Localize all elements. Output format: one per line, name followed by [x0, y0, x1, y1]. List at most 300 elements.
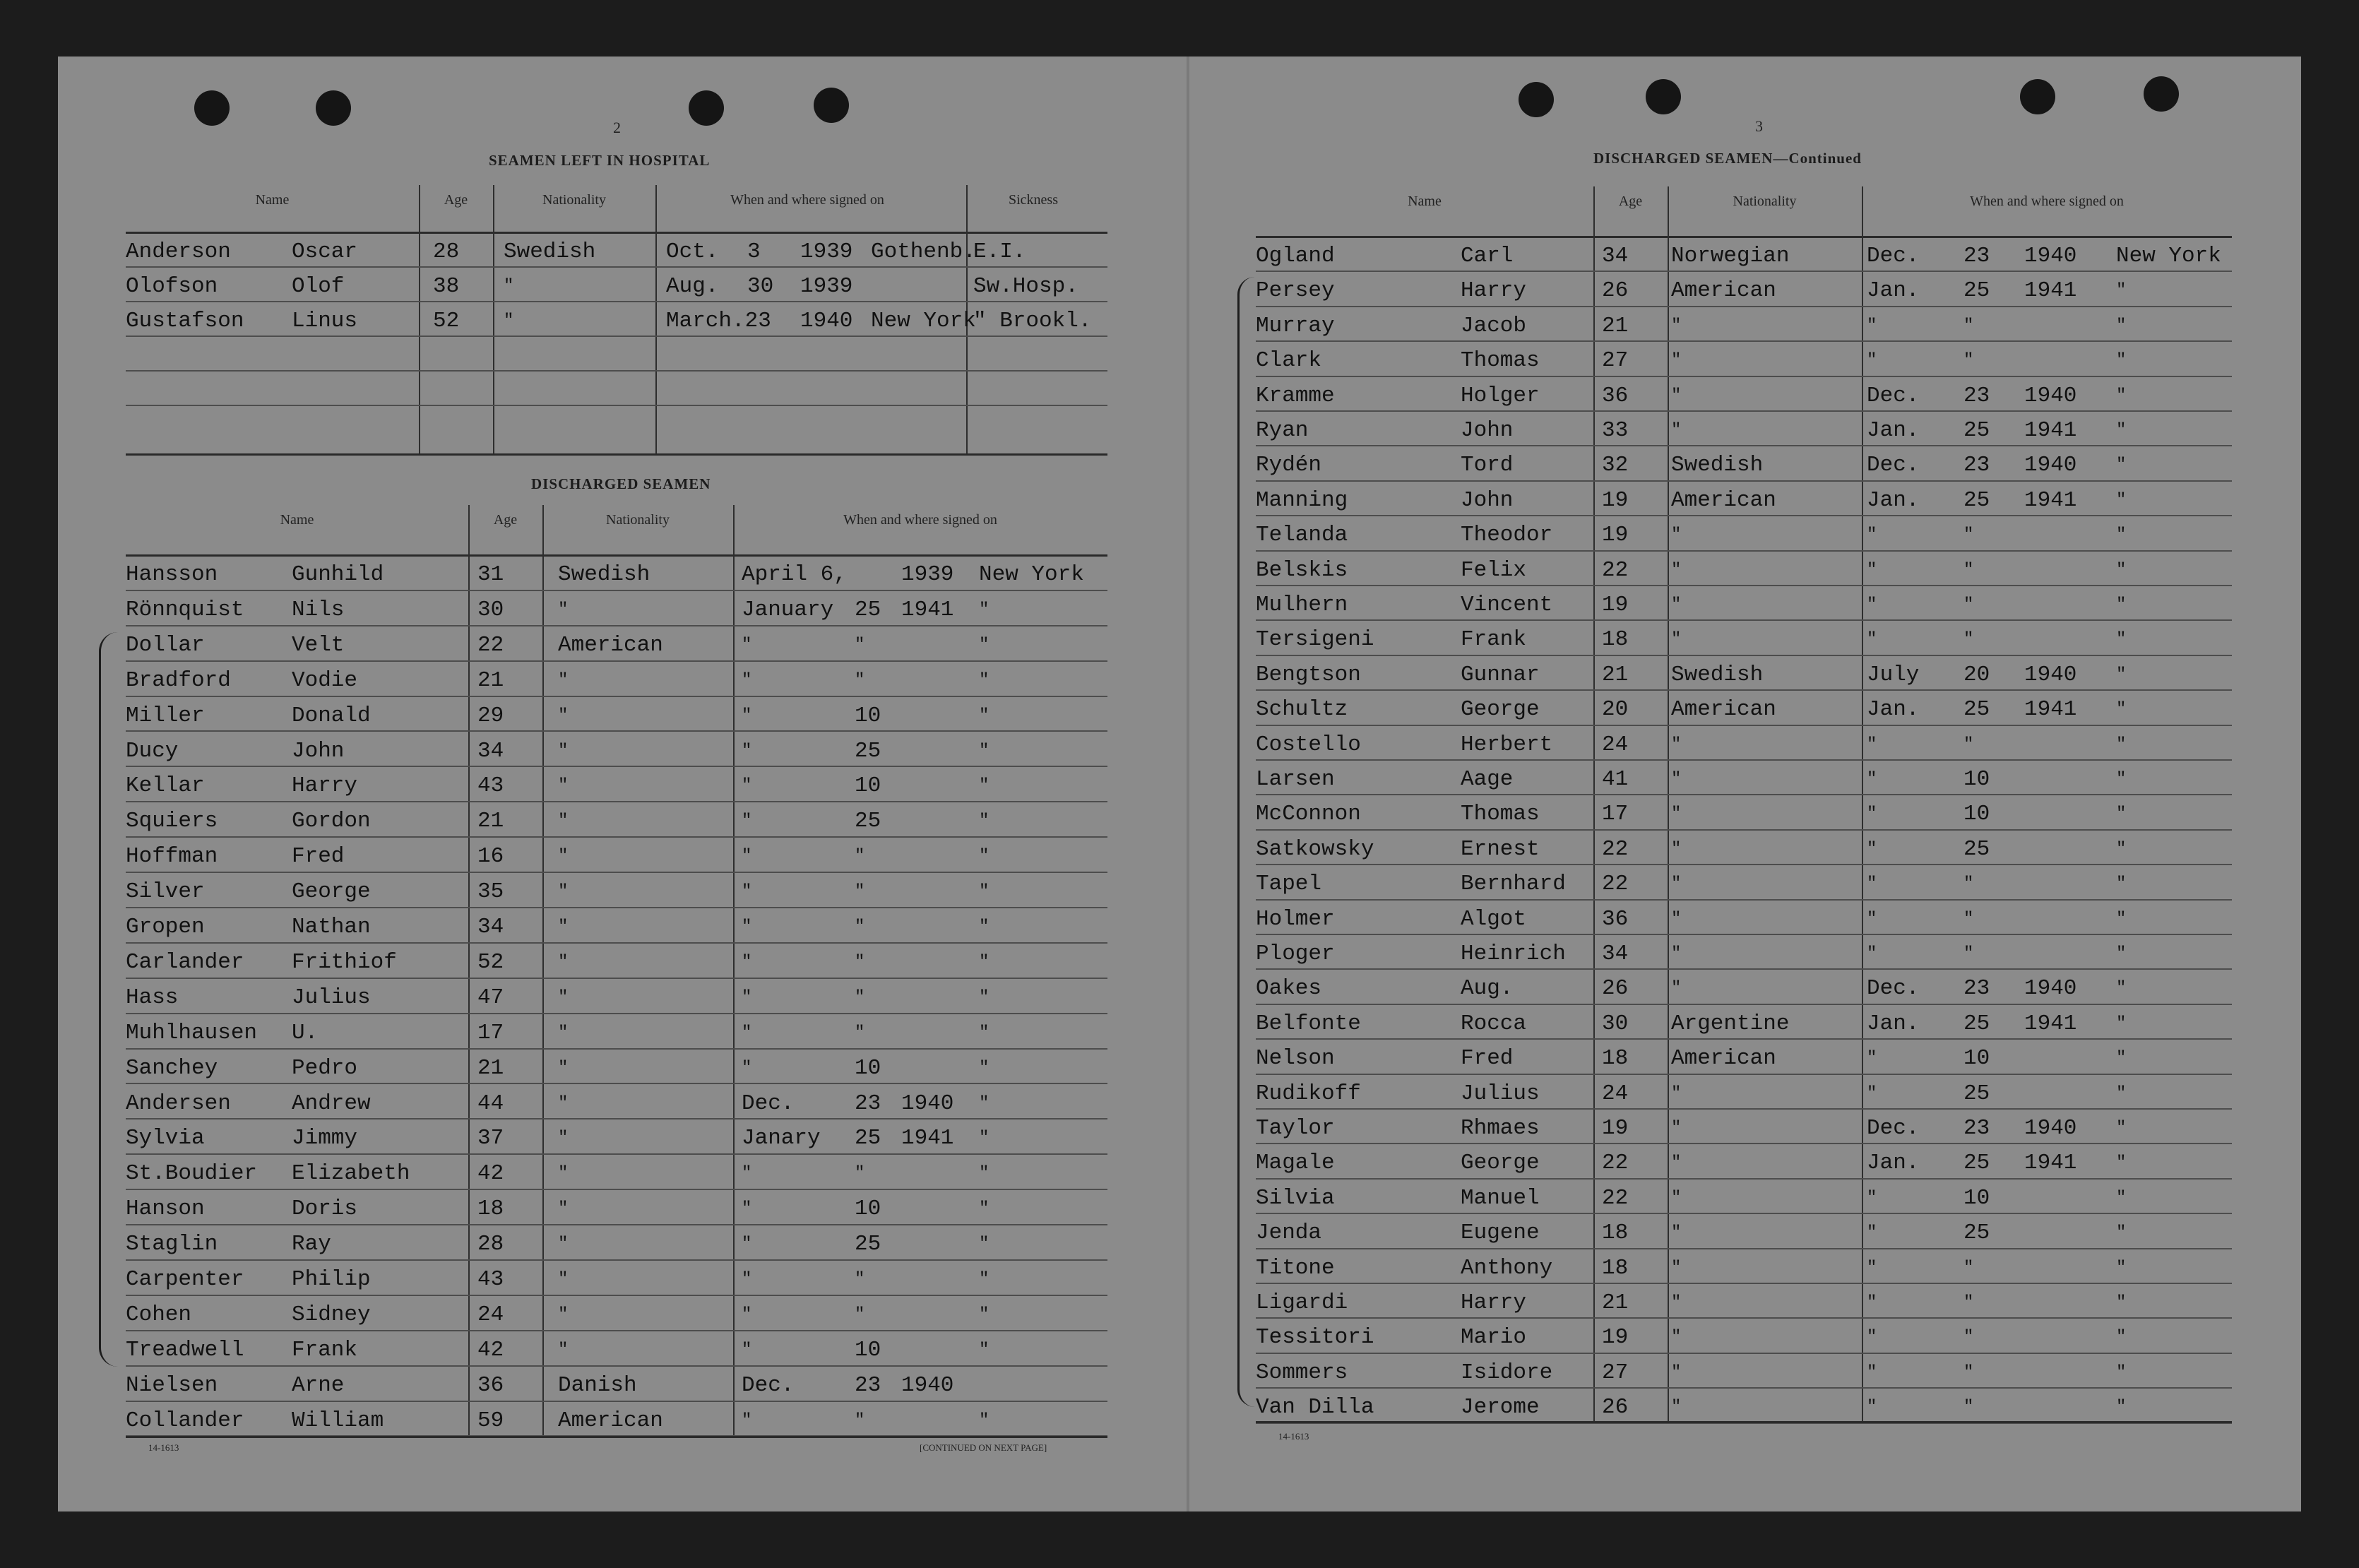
cell-first-name: Harry	[1461, 1290, 1527, 1315]
cell-day: 10	[855, 773, 881, 799]
cell-age: 29	[477, 703, 504, 728]
table-row	[126, 1295, 1107, 1331]
cell-nationality: "	[1671, 421, 1682, 440]
cell-day: 20	[1963, 662, 1990, 687]
cell-place: "	[979, 1093, 990, 1113]
cell-place: "	[2116, 1049, 2127, 1069]
page-fold	[1187, 57, 1189, 1511]
cell-day: "	[1963, 1293, 1974, 1312]
cell-first-name: Vincent	[1461, 593, 1553, 617]
cell-year: 1940	[901, 1091, 954, 1116]
cell-month: "	[1867, 839, 1877, 859]
cell-month: "	[1867, 1328, 1877, 1348]
cell-day: 23	[1963, 453, 1990, 478]
cell-place: "	[2116, 944, 2127, 963]
cell-last-name: Rönnquist	[126, 597, 244, 622]
cell-day: 25	[855, 1126, 881, 1151]
table-row	[1256, 480, 2232, 516]
cell-day: "	[855, 882, 865, 902]
table-row	[126, 872, 1107, 908]
table-row	[126, 731, 1107, 768]
cell-day: "	[1963, 909, 1974, 929]
discharged-section-title: DISCHARGED SEAMEN	[531, 475, 711, 492]
cell-nationality: "	[558, 1164, 569, 1184]
cell-month: "	[1867, 595, 1877, 614]
cell-age: 21	[477, 1055, 504, 1081]
cell-first-name: George	[1461, 697, 1540, 723]
cell-year: 1941	[2024, 1011, 2077, 1036]
cell-month: January	[742, 597, 834, 622]
table-row	[126, 696, 1107, 732]
table-row	[1256, 550, 2232, 586]
cell-day: 25	[1963, 278, 1990, 304]
cell-age: 21	[1602, 313, 1629, 338]
cell-place: New York	[2116, 244, 2221, 268]
cell-place: "	[2116, 1398, 2127, 1418]
table-row	[126, 1153, 1107, 1190]
cell-nationality: Swedish	[1671, 662, 1764, 687]
cell-nationality: American	[1671, 487, 1776, 513]
cell-age: 28	[477, 1232, 504, 1257]
table-row	[126, 554, 1107, 591]
cell-month: "	[1867, 1083, 1877, 1103]
table-row	[126, 1365, 1107, 1402]
col-header-sickness: Sickness	[1009, 192, 1058, 208]
cell-nationality: "	[558, 987, 569, 1007]
cell-place: "	[979, 1305, 990, 1324]
cell-age: 42	[477, 1337, 504, 1362]
cell-place: New York	[979, 562, 1084, 587]
cell-month: "	[742, 741, 752, 761]
cell-first-name: Anthony	[1461, 1255, 1553, 1281]
cell-month: "	[742, 776, 752, 796]
cell-first-name: U.	[292, 1020, 319, 1045]
cell-last-name: Tapel	[1256, 872, 1322, 897]
punch-hole	[194, 90, 230, 126]
col-header-name: Name	[1408, 194, 1442, 209]
cell-month: Jan.	[1867, 1151, 1920, 1176]
cell-place: "	[2116, 1223, 2127, 1243]
cell-first-name: Thomas	[1461, 348, 1540, 374]
cell-month: April 6,	[742, 562, 847, 587]
cell-year: 1941	[901, 597, 954, 622]
cell-place: "	[979, 741, 990, 761]
cell-age: 47	[477, 985, 504, 1010]
table-row	[1256, 515, 2232, 551]
cell-last-name: Satkowsky	[1256, 836, 1374, 862]
cell-first-name: Ernest	[1461, 836, 1540, 862]
cell-age: 19	[1602, 487, 1629, 513]
cell-month: Aug.	[666, 274, 719, 299]
cell-first-name: John	[1461, 418, 1514, 443]
col-header-signed-on: When and where signed on	[730, 192, 884, 208]
cell-nationality: American	[1671, 697, 1776, 723]
cell-nationality: "	[1671, 316, 1682, 335]
table-row	[1256, 376, 2232, 412]
cell-day: 25	[1963, 1151, 1990, 1176]
cell-first-name: Fred	[1461, 1046, 1514, 1071]
cell-month: "	[742, 952, 752, 972]
cell-age: 22	[1602, 557, 1629, 583]
cell-month: "	[1867, 1188, 1877, 1208]
cell-nationality: "	[1671, 1258, 1682, 1278]
cell-last-name: St.Boudier	[126, 1161, 258, 1187]
cell-age: 22	[1602, 872, 1629, 897]
cell-day: 25	[855, 597, 881, 622]
cell-age: 26	[1602, 278, 1629, 304]
table-row	[126, 370, 1107, 406]
continued-note: [CONTINUED ON NEXT PAGE]	[920, 1442, 1047, 1453]
cell-age: 34	[1602, 942, 1629, 966]
cell-age: 38	[433, 274, 460, 299]
cell-last-name: Carpenter	[126, 1267, 244, 1292]
table-row	[1256, 655, 2232, 691]
cell-last-name: Ploger	[1256, 942, 1335, 966]
handwritten-bracket	[1237, 277, 1255, 1407]
cell-day: 23	[1963, 244, 1990, 268]
cell-day: 10	[855, 1196, 881, 1222]
cell-first-name: Thomas	[1461, 802, 1540, 827]
cell-place: "	[2116, 1014, 2127, 1033]
cell-first-name: Gunnar	[1461, 662, 1540, 687]
punch-hole	[316, 90, 351, 126]
cell-place: "	[979, 670, 990, 690]
table-row	[1256, 1213, 2232, 1249]
cell-place: New York	[871, 309, 976, 333]
cell-year: 1940	[2024, 662, 2077, 687]
cell-year: 1940	[901, 1372, 954, 1398]
cell-place: "	[2116, 421, 2127, 440]
cell-age: 30	[1602, 1011, 1629, 1036]
table-row	[1256, 1004, 2232, 1040]
cell-age: 18	[1602, 1220, 1629, 1246]
table-row	[126, 942, 1107, 979]
table-row	[126, 590, 1107, 626]
cell-nationality: "	[558, 600, 569, 619]
cell-first-name: John	[1461, 487, 1514, 513]
discharged-continued-bottom-rule	[1256, 1421, 2232, 1423]
cell-month: Jan.	[1867, 487, 1920, 513]
cell-age: 28	[433, 239, 460, 264]
cell-place: "	[979, 1270, 990, 1289]
cell-last-name: Gustafson	[126, 309, 244, 333]
cell-nationality: "	[1671, 909, 1682, 929]
cell-first-name: Nils	[292, 597, 345, 622]
cell-nationality: American	[558, 632, 663, 658]
cell-month: "	[742, 1410, 752, 1430]
cell-last-name: Squiers	[126, 809, 218, 834]
cell-first-name: Felix	[1461, 557, 1527, 583]
cell-first-name: Harry	[1461, 278, 1527, 304]
cell-month: Dec.	[1867, 244, 1920, 268]
table-row	[1256, 236, 2232, 272]
cell-last-name: Treadwell	[126, 1337, 244, 1362]
cell-nationality: "	[558, 1199, 569, 1219]
cell-day: 23	[1963, 976, 1990, 1002]
discharged-table-bottom-rule	[126, 1436, 1107, 1438]
cell-month: "	[1867, 525, 1877, 545]
cell-place: "	[979, 1235, 990, 1254]
cell-last-name: Bengtson	[1256, 662, 1361, 687]
cell-nationality: "	[558, 1023, 569, 1043]
cell-month: "	[1867, 804, 1877, 824]
table-row	[126, 1401, 1107, 1437]
form-number-right: 14-1613	[1278, 1431, 1309, 1442]
cell-age: 22	[477, 632, 504, 658]
table-row	[1256, 968, 2232, 1004]
cell-age: 21	[477, 809, 504, 834]
cell-nationality: "	[1671, 1328, 1682, 1348]
cell-month: "	[1867, 1362, 1877, 1382]
cell-nationality: "	[1671, 874, 1682, 894]
cell-last-name: Sommers	[1256, 1360, 1348, 1385]
cell-day: 25	[855, 738, 881, 764]
table-row	[126, 1048, 1107, 1085]
table-row	[1256, 794, 2232, 830]
cell-nationality: "	[1671, 735, 1682, 754]
cell-age: 18	[1602, 1255, 1629, 1281]
cell-first-name: Arne	[292, 1372, 345, 1398]
cell-place: "	[2116, 1153, 2127, 1173]
cell-day: 25	[855, 809, 881, 834]
cell-first-name: George	[292, 879, 371, 905]
cell-day: 23	[1963, 383, 1990, 408]
cell-last-name: Hanson	[126, 1196, 205, 1222]
cell-last-name: Kellar	[126, 773, 205, 799]
cell-last-name: Clark	[1256, 348, 1322, 374]
cell-last-name: Van Dilla	[1256, 1395, 1374, 1420]
table-row	[126, 301, 1107, 337]
table-row	[1256, 306, 2232, 342]
cell-place: "	[2116, 386, 2127, 405]
table-row	[1256, 1248, 2232, 1284]
cell-first-name: Bernhard	[1461, 872, 1566, 897]
cell-place: "	[2116, 630, 2127, 650]
col-header-signed-on: When and where signed on	[1970, 194, 2124, 209]
cell-day: 25	[1963, 1011, 1990, 1036]
cell-last-name: Carlander	[126, 949, 244, 975]
cell-nationality: "	[558, 952, 569, 972]
discharged-continued-header	[1256, 186, 2232, 238]
cell-year: 1940	[2024, 976, 2077, 1002]
cell-age: 22	[1602, 836, 1629, 862]
table-row	[1256, 619, 2232, 655]
cell-nationality: "	[1671, 1362, 1682, 1382]
cell-age: 24	[477, 1302, 504, 1327]
cell-month: "	[1867, 874, 1877, 894]
cell-age: 19	[1602, 593, 1629, 617]
table-row	[1256, 1038, 2232, 1074]
cell-first-name: Jimmy	[292, 1126, 358, 1151]
cell-sickness: " Brookl.	[973, 309, 1092, 333]
cell-day: "	[1963, 316, 1974, 335]
cell-day: 23	[855, 1091, 881, 1116]
cell-last-name: Silvia	[1256, 1185, 1335, 1211]
cell-month: "	[1867, 1398, 1877, 1418]
cell-nationality: "	[558, 1340, 569, 1360]
cell-first-name: Elizabeth	[292, 1161, 410, 1187]
cell-day: 25	[855, 1232, 881, 1257]
col-header-age: Age	[493, 512, 518, 528]
cell-first-name: Aage	[1461, 767, 1514, 792]
col-header-name: Name	[255, 192, 290, 208]
cell-last-name: Ducy	[126, 738, 179, 764]
cell-last-name: Nielsen	[126, 1372, 218, 1398]
cell-nationality: "	[1671, 1223, 1682, 1243]
cell-last-name: Ogland	[1256, 244, 1335, 268]
cell-age: 44	[477, 1091, 504, 1116]
cell-day: "	[855, 1023, 865, 1043]
cell-month: "	[742, 1023, 752, 1043]
cell-last-name: Dollar	[126, 632, 205, 658]
cell-year: 1939	[800, 274, 853, 299]
cell-day: "	[1963, 944, 1974, 963]
cell-place: "	[979, 847, 990, 867]
cell-day: "	[1963, 874, 1974, 894]
cell-year: 1940	[2024, 244, 2077, 268]
cell-day: 10	[855, 1337, 881, 1362]
cell-month: Janary	[742, 1126, 821, 1151]
cell-day: 25	[1963, 418, 1990, 443]
cell-month: Dec.	[1867, 383, 1920, 408]
cell-place: "	[979, 776, 990, 796]
col-header-age: Age	[444, 192, 468, 208]
cell-last-name: Oakes	[1256, 976, 1322, 1002]
cell-age: 19	[1602, 523, 1629, 548]
cell-first-name: Jerome	[1461, 1395, 1540, 1420]
cell-nationality: "	[558, 847, 569, 867]
table-row	[126, 625, 1107, 662]
cell-last-name: Hass	[126, 985, 179, 1010]
cell-day: 25	[1963, 836, 1990, 862]
cell-first-name: Vodie	[292, 667, 358, 693]
cell-first-name: Manuel	[1461, 1185, 1540, 1211]
cell-last-name: Titone	[1256, 1255, 1335, 1281]
cell-age: 27	[1602, 348, 1629, 374]
cell-month: "	[1867, 316, 1877, 335]
cell-age: 22	[1602, 1151, 1629, 1176]
cell-last-name: Hoffman	[126, 844, 218, 869]
cell-month: "	[1867, 1258, 1877, 1278]
col-header-nationality: Nationality	[606, 512, 670, 528]
cell-day: "	[855, 635, 865, 655]
cell-first-name: Julius	[292, 985, 371, 1010]
table-row	[126, 801, 1107, 838]
cell-day: 25	[1963, 487, 1990, 513]
cell-last-name: Hansson	[126, 562, 218, 587]
cell-last-name: Rudikoff	[1256, 1081, 1361, 1106]
cell-last-name: Kramme	[1256, 383, 1335, 408]
cell-month: Dec.	[1867, 1116, 1920, 1141]
cell-last-name: Anderson	[126, 239, 231, 264]
punch-hole	[689, 90, 724, 126]
hospital-table	[126, 185, 1107, 453]
cell-day: 10	[855, 703, 881, 728]
cell-place: "	[2116, 595, 2127, 614]
table-row	[1256, 445, 2232, 481]
cell-month: "	[742, 670, 752, 690]
cell-place: "	[979, 882, 990, 902]
cell-month: "	[1867, 909, 1877, 929]
table-row	[126, 1013, 1107, 1050]
cell-last-name: Mulhern	[1256, 593, 1348, 617]
cell-last-name: Miller	[126, 703, 205, 728]
cell-age: 19	[1602, 1325, 1629, 1350]
cell-first-name: Carl	[1461, 244, 1514, 268]
cell-age: 18	[1602, 627, 1629, 653]
cell-age: 18	[1602, 1046, 1629, 1071]
cell-nationality: "	[558, 1270, 569, 1289]
cell-place: "	[2116, 490, 2127, 510]
cell-month: "	[742, 882, 752, 902]
cell-first-name: John	[292, 738, 345, 764]
cell-nationality: "	[1671, 770, 1682, 789]
cell-place: "	[2116, 1188, 2127, 1208]
table-row	[126, 836, 1107, 873]
cell-nationality: "	[1671, 804, 1682, 824]
cell-first-name: Rocca	[1461, 1011, 1527, 1036]
cell-day: 23	[1963, 1116, 1990, 1141]
hospital-table-bottom-rule	[126, 453, 1107, 456]
discharged-table-right	[1256, 186, 2232, 1423]
cell-place: "	[2116, 909, 2127, 929]
cell-month: "	[742, 1270, 752, 1289]
cell-day: 10	[1963, 1185, 1990, 1211]
cell-year: 1941	[901, 1126, 954, 1151]
cell-nationality: Swedish	[558, 562, 650, 587]
cell-nationality: "	[558, 1058, 569, 1078]
cell-year: 1940	[2024, 453, 2077, 478]
cell-last-name: McConnon	[1256, 802, 1361, 827]
cell-age: 21	[1602, 662, 1629, 687]
cell-age: 43	[477, 1267, 504, 1292]
cell-age: 43	[477, 773, 504, 799]
cell-last-name: Rydén	[1256, 453, 1322, 478]
cell-nationality: "	[558, 776, 569, 796]
cell-day: "	[1963, 525, 1974, 545]
cell-nationality: "	[558, 741, 569, 761]
cell-month: Dec.	[1867, 453, 1920, 478]
punch-hole	[2144, 76, 2179, 112]
cell-place: "	[979, 1164, 990, 1184]
cell-nationality: American	[1671, 1046, 1776, 1071]
cell-place: "	[2116, 351, 2127, 371]
table-row	[126, 266, 1107, 302]
cell-first-name: Olof	[292, 274, 345, 299]
cell-nationality: "	[558, 1129, 569, 1148]
cell-age: 31	[477, 562, 504, 587]
cell-day: 10	[1963, 1046, 1990, 1071]
col-header-nationality: Nationality	[1733, 194, 1797, 209]
cell-age: 36	[1602, 383, 1629, 408]
cell-last-name: Sylvia	[126, 1126, 205, 1151]
cell-place: "	[2116, 1328, 2127, 1348]
cell-age: 19	[1602, 1116, 1629, 1141]
cell-last-name: Gropen	[126, 915, 205, 939]
table-row	[126, 335, 1107, 372]
cell-place: "	[2116, 700, 2127, 720]
cell-nationality: "	[558, 1235, 569, 1254]
cell-last-name: Persey	[1256, 278, 1335, 304]
cell-first-name: Linus	[292, 309, 358, 333]
table-row	[126, 978, 1107, 1014]
cell-age: 17	[477, 1020, 504, 1045]
cell-year: 1941	[2024, 418, 2077, 443]
hospital-table-header	[126, 185, 1107, 234]
handwritten-bracket	[99, 632, 118, 1367]
cell-place: "	[2116, 1293, 2127, 1312]
cell-last-name: Bradford	[126, 667, 231, 693]
